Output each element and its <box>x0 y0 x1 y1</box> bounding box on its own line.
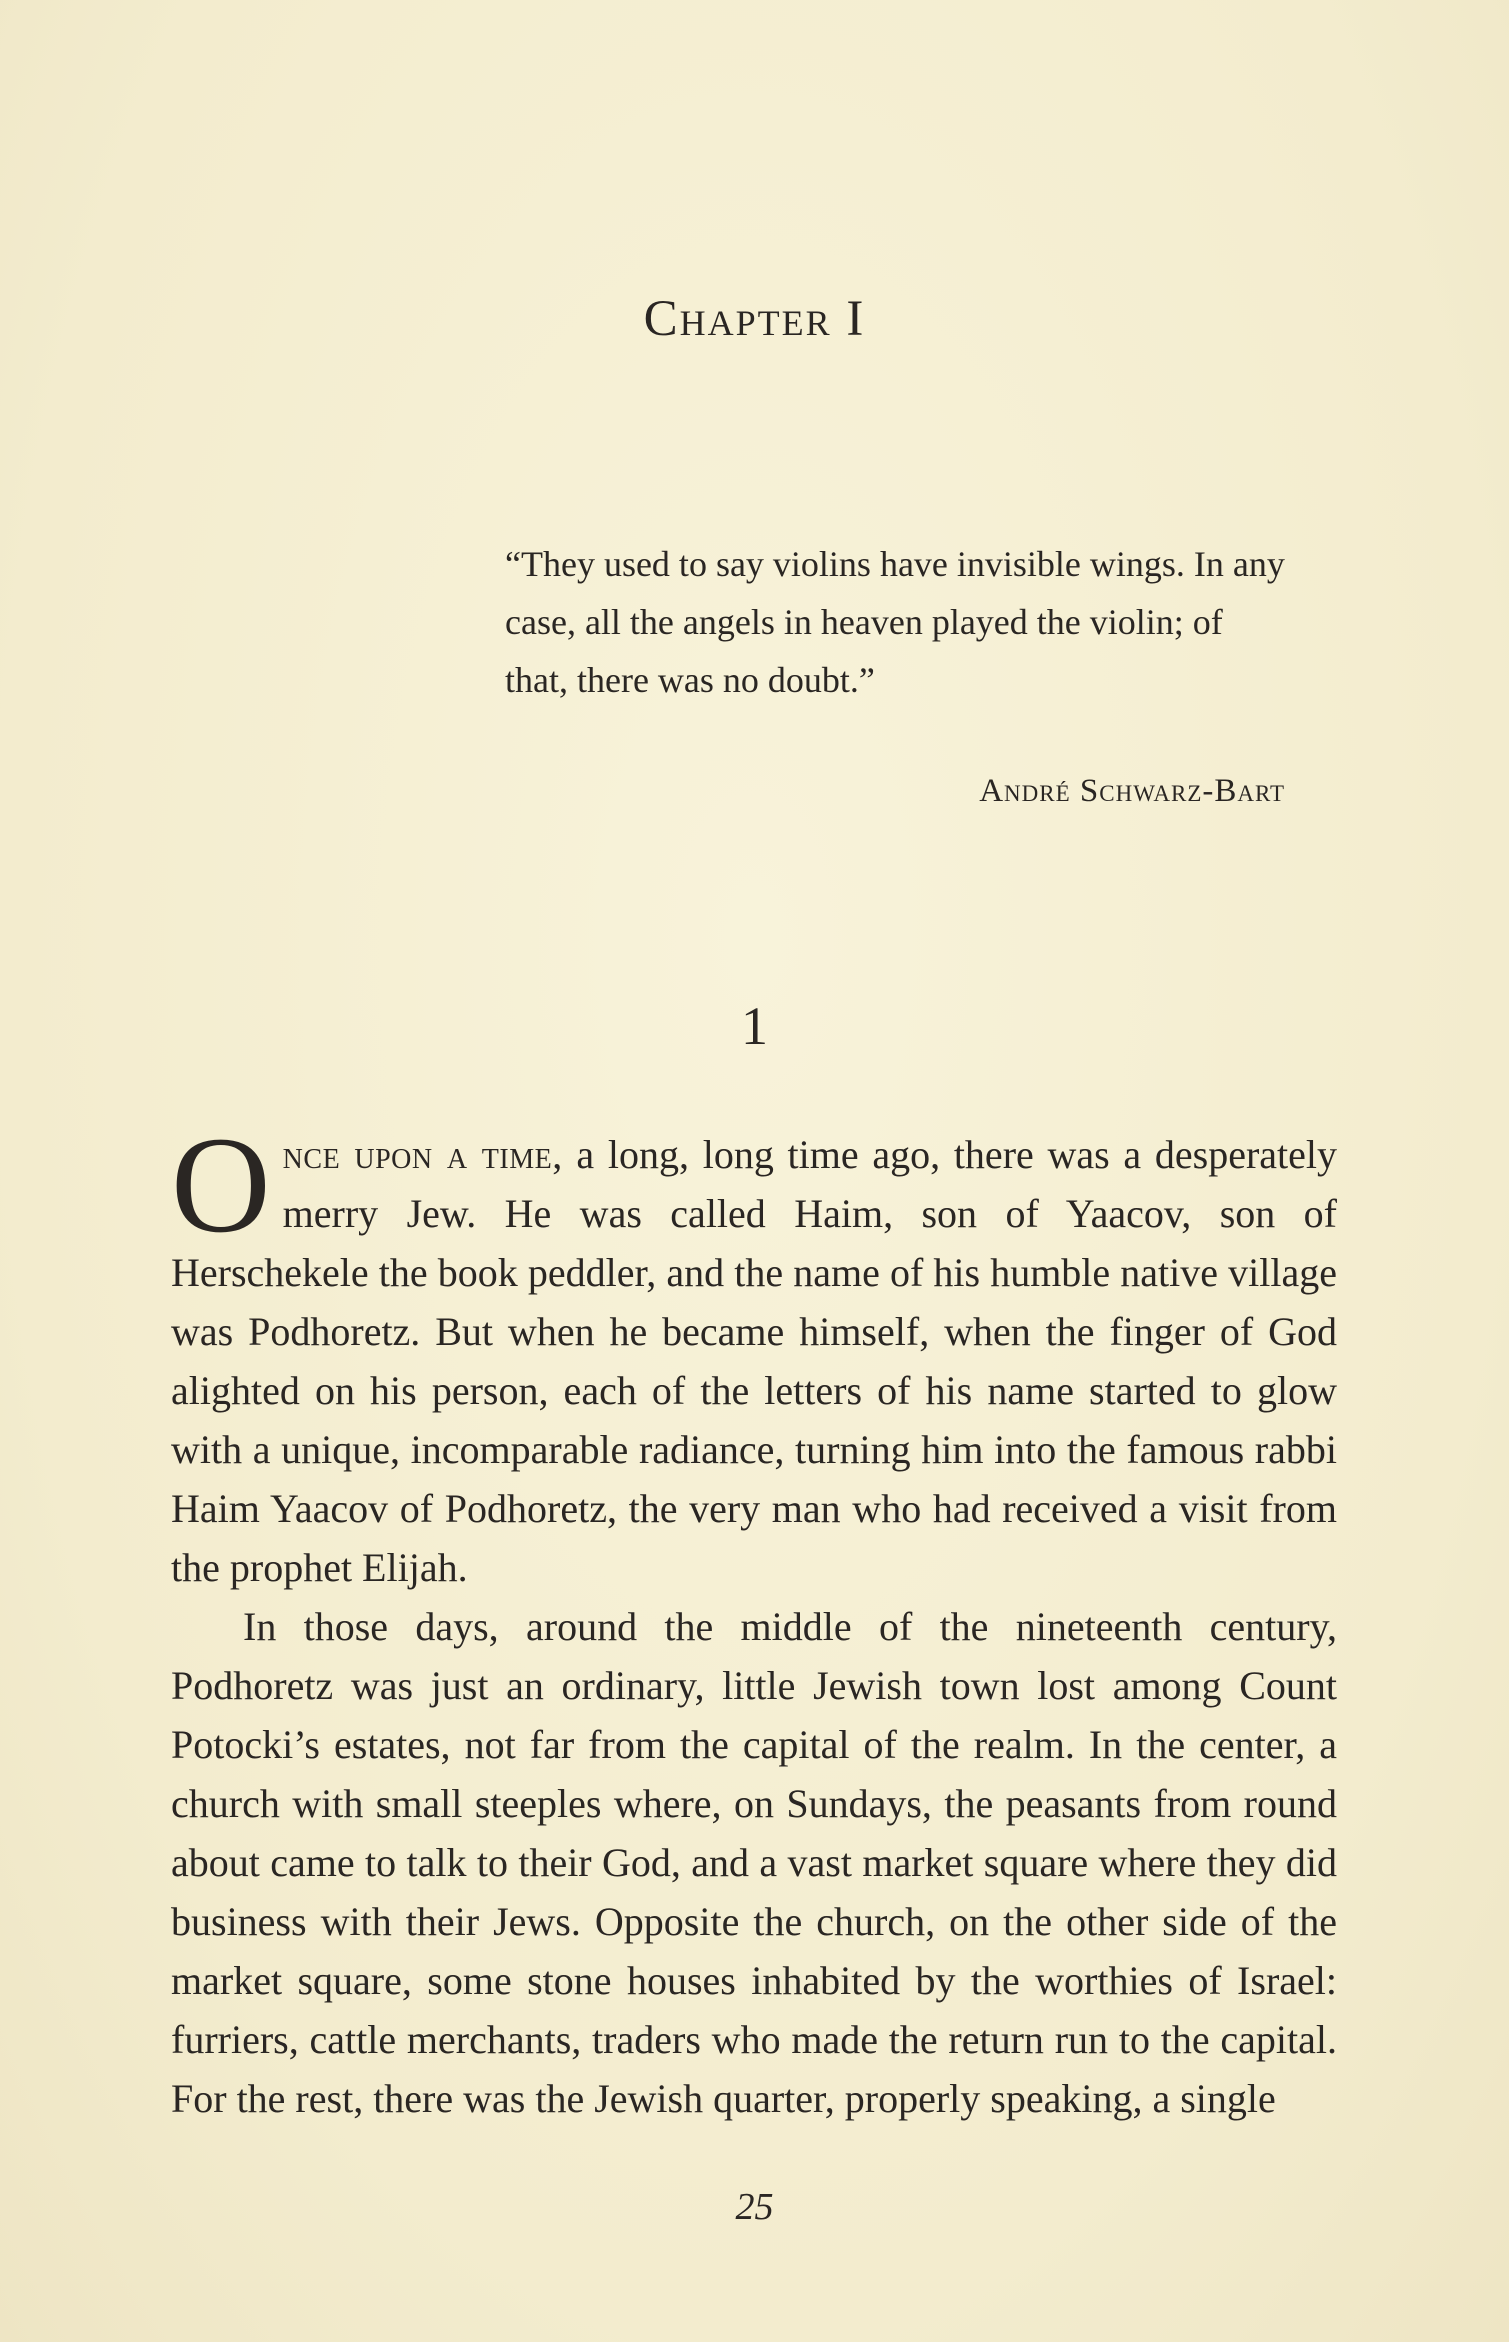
epigraph-quote: “They used to say violins have invisible wings. In any case, all the angels in heaven played the violin; of that, there was no doubt.” <box>505 544 1285 700</box>
paragraph <box>171 1108 1337 1597</box>
drop-cap: O <box>171 1108 271 1261</box>
paragraph: In those days, around the middle of the nineteenth century, Podhoretz was just an ordinary, little Jewish town lost among Count Potocki’s estates, not far from the capital of the realm. In the center, a church with small steeples where, on Sundays, the peasants from round about came to talk to their God, and a vast market square where they did business with their Jews. Opposite the church, on the other side of the market square, some stone houses inhabited by the worthies of Israel: furriers, cattle merchants, traders who made the return run to the capital. For the rest, there was the Jewish quarter, properly speaking, a single <box>171 1604 1337 2121</box>
epigraph-attribution: André Schwarz-Bart <box>979 773 1285 809</box>
body-text <box>171 1108 1337 2128</box>
section-number: 1 <box>741 996 768 1056</box>
paragraph-text: a long, long time ago, there was a desperately merry Jew. He was called Haim, son of Yaacov, son of Herschekele the book peddler, and the name of his humble native village was Podhoretz. But when he became himself, when the finger of God alighted on his person, each of the letters of his name started to glow with a unique, incomparable radiance, turning him into the famous rabbi Haim Yaacov of Podhoretz, the very man who had received a visit from the prophet Elijah. <box>171 1132 1337 1590</box>
page-number: 25 <box>735 2186 774 2228</box>
chapter-title: Chapter I <box>643 291 866 347</box>
lead-in-small-caps: nce upon a time, <box>282 1132 563 1177</box>
